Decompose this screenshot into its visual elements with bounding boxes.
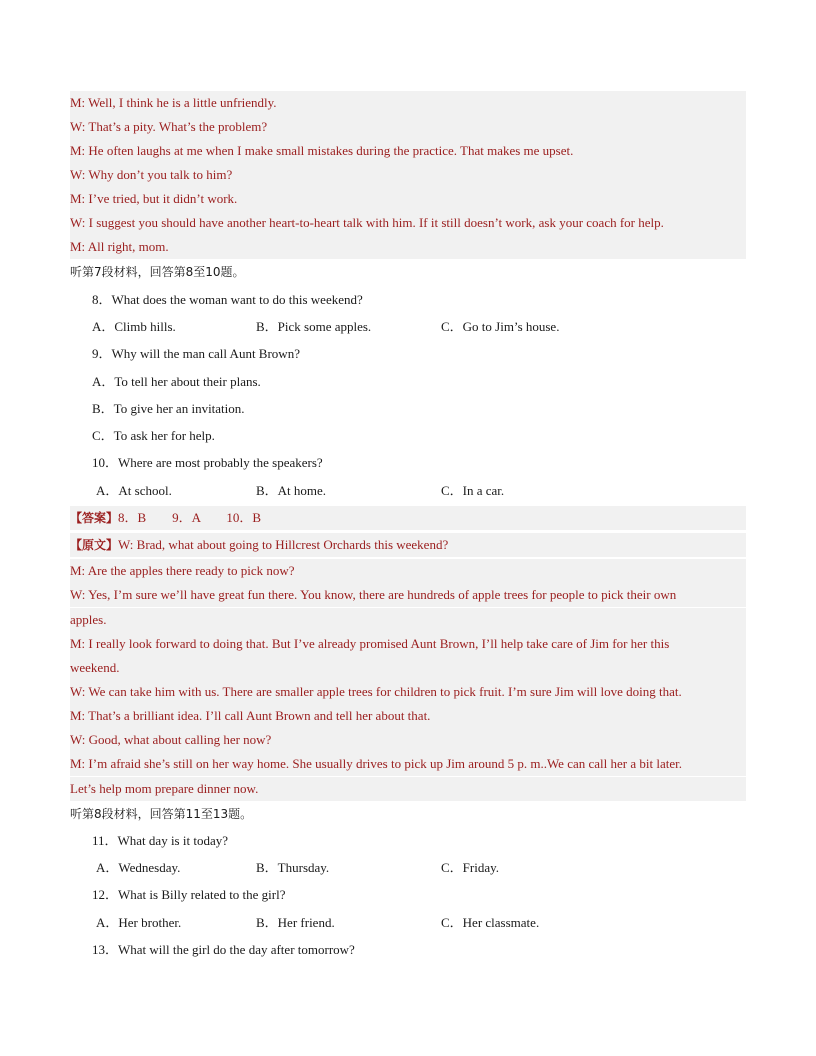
dialogue-line: W: Yes, I’m sure we’ll have great fun there. You know, there are hundreds of apple trees for people to pick their own [70, 583, 746, 607]
option-b: B．At home. [256, 483, 327, 498]
option-c: C．Her classmate. [441, 915, 540, 930]
dialogue-line: W: That’s a pity. What’s the problem? [70, 115, 746, 139]
option-c: C．To ask her for help. [92, 428, 215, 443]
option-a: A．Climb hills. [92, 319, 176, 334]
option-a: A．At school. [96, 483, 172, 498]
dialogue-line: M: I really look forward to doing that. But I’ve already promised Aunt Brown, I’ll help take care of Jim for her this [70, 632, 746, 656]
dialogue-line: M: I’ve tried, but it didn’t work. [70, 187, 746, 211]
dialogue-line: W: I suggest you should have another heart-to-heart talk with him. If it still doesn’t work, ask your coach for help. [70, 211, 746, 235]
option-a: A．Her brother. [96, 915, 182, 930]
option-a: A．Wednesday. [96, 860, 181, 875]
question-8: 8．What does the woman want to do this weekend? [92, 292, 363, 307]
dialogue-line: M: That’s a brilliant idea. I’ll call Aunt Brown and tell her about that. [70, 704, 746, 728]
question-13: 13．What will the girl do the day after tomorrow? [92, 942, 355, 957]
answer-line [70, 506, 746, 530]
original-tag: 【原文】 [70, 538, 119, 552]
dialogue-line: M: Are the apples there ready to pick now? [70, 559, 746, 583]
dialogue-line: W: Brad, what about going to Hillcrest Orchards this weekend? [118, 537, 449, 552]
option-c: C．Go to Jim’s house. [441, 319, 560, 334]
option-a: A．To tell her about their plans. [92, 374, 261, 389]
option-c: C．In a car. [441, 483, 505, 498]
dialogue-line: W: Why don’t you talk to him? [70, 163, 746, 187]
original-line [70, 533, 746, 557]
answer-tag: 【答案】 [70, 511, 119, 525]
option-c: C．Friday. [441, 860, 500, 875]
option-b: B．Thursday. [256, 860, 330, 875]
answer-text: 8．B 9．A 10．B [118, 510, 262, 525]
dialogue-line: M: He often laughs at me when I make small mistakes during the practice. That makes me upset. [70, 139, 746, 163]
section-heading: 听第7段材料，回答第8至10题。 [70, 265, 245, 279]
option-b: B．To give her an invitation. [92, 401, 245, 416]
option-b: B．Her friend. [256, 915, 335, 930]
dialogue-line: weekend. [70, 656, 746, 680]
dialogue-line: M: Well, I think he is a little unfriendly. [70, 91, 746, 115]
question-9: 9．Why will the man call Aunt Brown? [92, 346, 300, 361]
dialogue-line: M: All right, mom. [70, 235, 746, 259]
section-heading: 听第8段材料，回答第11至13题。 [70, 807, 253, 821]
dialogue-line: apples. [70, 608, 746, 632]
question-12: 12．What is Billy related to the girl? [92, 887, 286, 902]
dialogue-line: W: Good, what about calling her now? [70, 728, 746, 752]
dialogue-line: M: I’m afraid she’s still on her way home. She usually drives to pick up Jim around 5 p. m..We can call her a bit later. [70, 752, 746, 776]
dialogue-line: W: We can take him with us. There are smaller apple trees for children to pick fruit. I’m sure Jim will love doing that. [70, 680, 746, 704]
option-b: B．Pick some apples. [256, 319, 372, 334]
question-11: 11．What day is it today? [92, 833, 228, 848]
question-10: 10．Where are most probably the speakers? [92, 455, 323, 470]
dialogue-line: Let’s help mom prepare dinner now. [70, 777, 746, 801]
